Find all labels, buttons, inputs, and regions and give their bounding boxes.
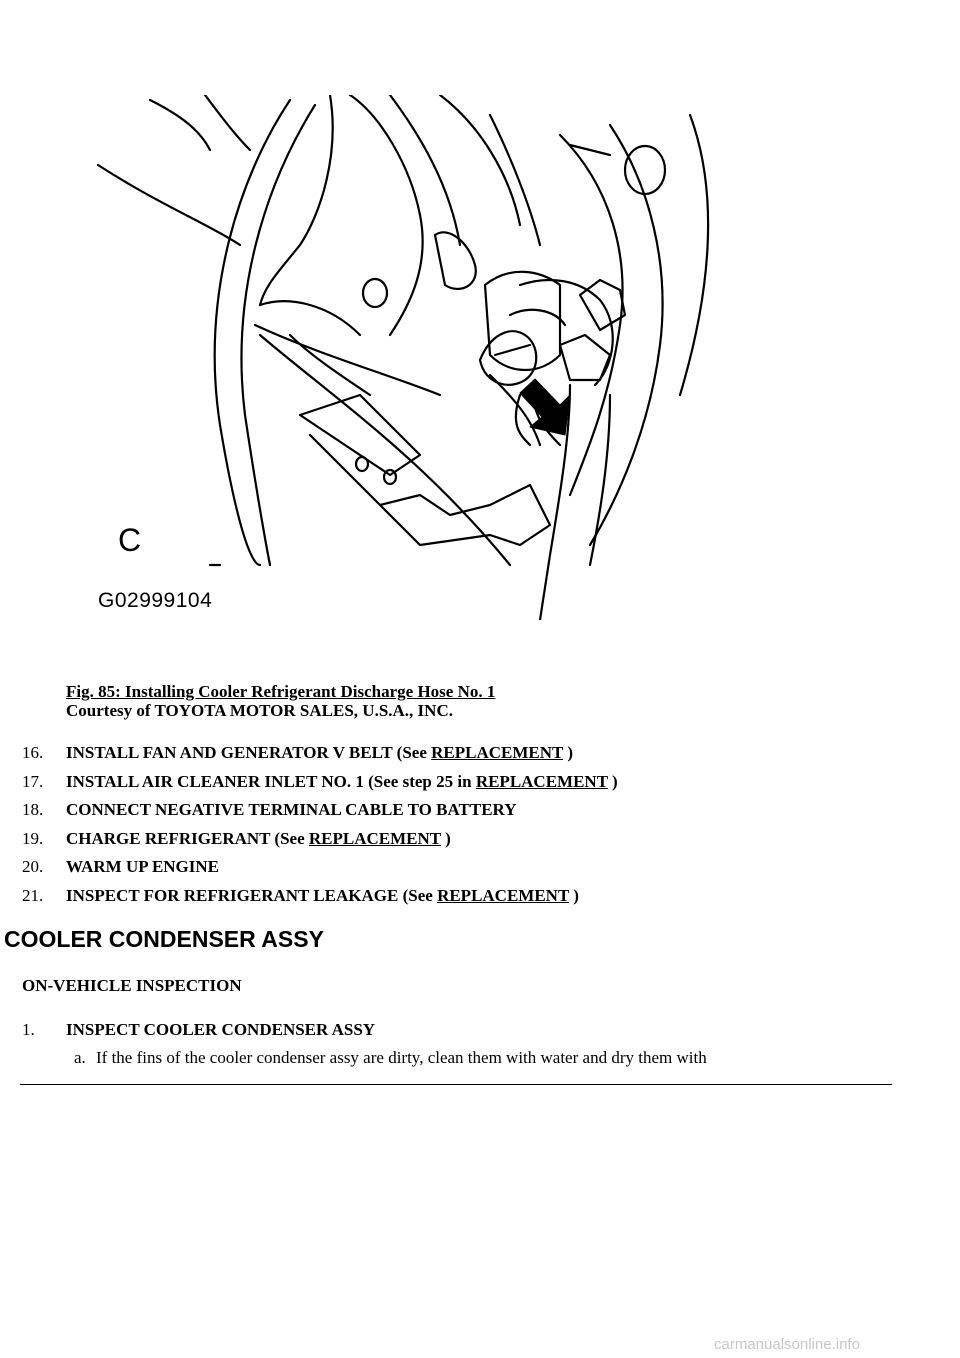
step-text <box>66 800 516 820</box>
figure-illustration <box>90 95 730 620</box>
section-title: COOLER CONDENSER ASSY <box>4 926 324 952</box>
step-number: 1. <box>22 1020 35 1039</box>
step-label: INSTALL AIR CLEANER INLET NO. 1 (See step 25 in <box>66 771 476 791</box>
step-label: CONNECT NEGATIVE TERMINAL CABLE TO BATTERY <box>66 800 517 820</box>
step-number: 19. <box>22 828 44 848</box>
caption-title: Fig. 85: Installing Cooler Refrigerant Discharge Hose No. 1 <box>66 682 496 701</box>
step-text <box>66 743 573 763</box>
step-text <box>66 886 579 906</box>
step-suffix: ) <box>607 771 618 791</box>
step-label: INSTALL FAN AND GENERATOR V BELT (See <box>66 743 432 762</box>
substep-text: If the fins of the cooler condenser assy are dirty, clean them with water and dry them with <box>96 1048 707 1067</box>
page-divider <box>20 1084 892 1085</box>
step-label: WARM UP ENGINE <box>66 857 220 877</box>
site-watermark: carmanualsonline.info <box>714 1336 860 1353</box>
step-number: 17. <box>22 771 44 791</box>
step-label: CHARGE REFRIGERANT (See <box>66 828 309 848</box>
figure-letter: C <box>118 522 142 558</box>
step-suffix: ) <box>563 743 573 762</box>
step-text <box>66 829 451 849</box>
step-suffix: ) <box>440 828 451 848</box>
step-text <box>66 772 618 792</box>
replacement-link[interactable]: REPLACEMENT <box>308 828 441 848</box>
step-number: 20. <box>22 857 44 877</box>
step-number: 18. <box>22 800 44 820</box>
substep-letter: a. <box>74 1048 86 1067</box>
step-text: INSPECT COOLER CONDENSER ASSY <box>66 1020 376 1039</box>
step-number: 16. <box>22 743 44 762</box>
replacement-link[interactable]: REPLACEMENT <box>437 885 569 905</box>
step-label: INSPECT FOR REFRIGERANT LEAKAGE (See <box>66 885 438 905</box>
inspection-substep <box>74 1048 707 1068</box>
section-subheading: ON-VEHICLE INSPECTION <box>22 976 242 995</box>
caption-credit: Courtesy of TOYOTA MOTOR SALES, U.S.A., INC. <box>66 701 453 720</box>
step-text <box>66 857 219 877</box>
step-number: 21. <box>22 885 44 905</box>
replacement-link[interactable]: REPLACEMENT <box>475 771 608 791</box>
figure-code: G02999104 <box>98 589 213 612</box>
figure-caption <box>66 682 495 720</box>
replacement-link[interactable]: REPLACEMENT <box>431 743 564 762</box>
step-suffix: ) <box>569 885 579 905</box>
